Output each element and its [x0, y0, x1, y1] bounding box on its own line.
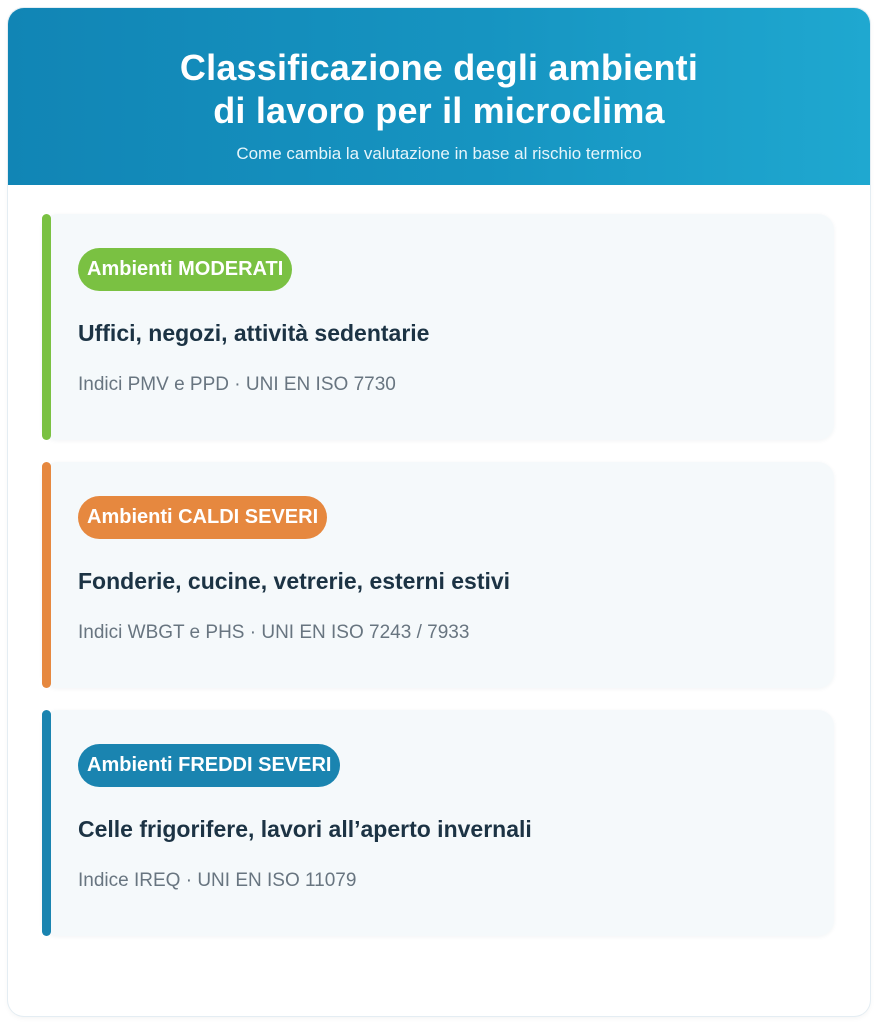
- card-caldi-severi: [42, 462, 834, 688]
- page-subtitle: Come cambia la valutazione in base al rischio termico: [236, 144, 642, 163]
- card-heading: Fonderie, cucine, vetrerie, esterni estivi: [78, 568, 511, 594]
- category-badge: Ambienti CALDI SEVERI: [78, 496, 327, 539]
- accent-bar: [42, 462, 51, 688]
- category-badge: Ambienti FREDDI SEVERI: [78, 744, 340, 787]
- accent-bar: [42, 214, 51, 440]
- accent-bar: [42, 710, 51, 936]
- title-line-1: Classificazione degli ambienti: [179, 47, 699, 88]
- infographic-panel: [8, 8, 870, 1016]
- category-badge: Ambienti MODERATI: [78, 248, 292, 291]
- page-title: [8, 46, 870, 132]
- card-detail: Indici PMV e PPD · UNI EN ISO 7730: [78, 374, 396, 395]
- header-banner: [8, 8, 870, 185]
- card-freddi-severi: [42, 710, 834, 936]
- card-heading: Uffici, negozi, attività sedentarie: [78, 320, 430, 346]
- card-heading: Celle frigorifere, lavori all’aperto invernali: [78, 816, 532, 842]
- card-detail: Indice IREQ · UNI EN ISO 11079: [78, 870, 357, 891]
- title-line-2: di lavoro per il microclima: [213, 90, 665, 131]
- card-moderati: [42, 214, 834, 440]
- card-detail: Indici WBGT e PHS · UNI EN ISO 7243 / 7933: [78, 622, 470, 643]
